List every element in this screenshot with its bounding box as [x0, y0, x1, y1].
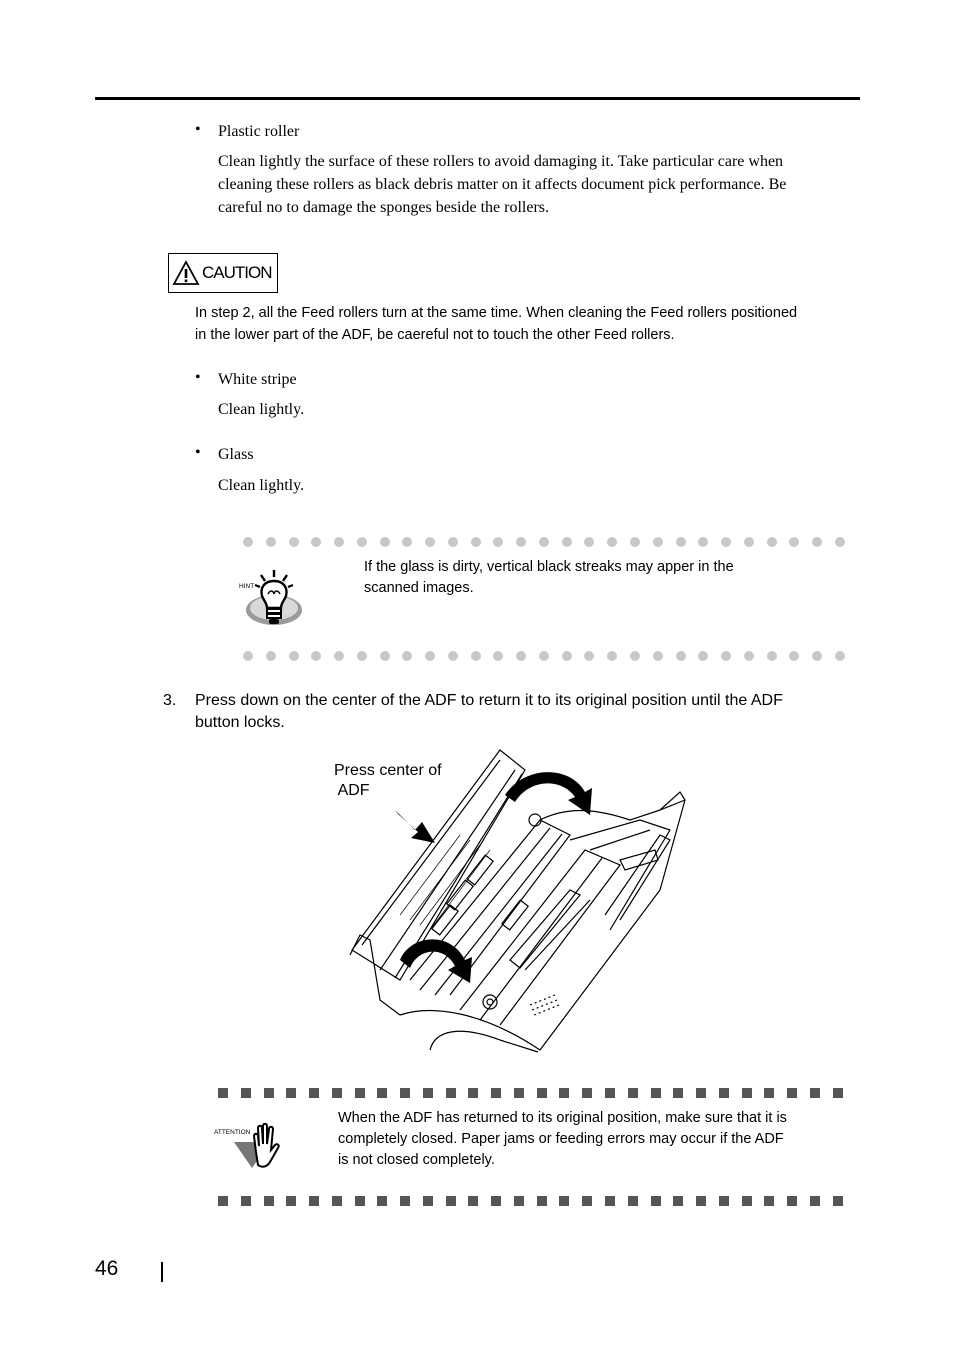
white-stripe-title: White stripe	[218, 371, 297, 388]
plastic-roller-line: careful no to damage the sponges beside the rollers.	[218, 199, 549, 216]
attention-bottom-divider	[218, 1196, 843, 1206]
hint-bottom-divider	[243, 651, 845, 661]
caution-label: CAUTION	[202, 263, 272, 282]
attention-hand-icon	[234, 1122, 290, 1172]
figure-callout-line: ADF	[334, 782, 370, 799]
bullet: •	[195, 369, 201, 386]
page-number: 46	[95, 1257, 119, 1280]
attention-text-line: When the ADF has returned to its original position, make sure that it is	[338, 1110, 787, 1126]
caution-text-line: in the lower part of the ADF, be caereful not to touch the other Feed rollers.	[195, 327, 675, 343]
plastic-roller-line: Clean lightly the surface of these rollers to avoid damaging it. Take particular care when	[218, 153, 784, 170]
white-stripe-text: Clean lightly.	[218, 401, 305, 418]
header-rule	[95, 97, 860, 100]
attention-label: ATTENTION	[214, 1129, 251, 1136]
bullet: •	[195, 444, 201, 461]
attention-text-line: is not closed completely.	[338, 1152, 495, 1168]
caution-box	[168, 253, 278, 293]
caution-text-line: In step 2, all the Feed rollers turn at the same time. When cleaning the Feed rollers positioned	[195, 305, 798, 321]
plastic-roller-line: cleaning these rollers as black debris matter on it affects document pick performance. Be	[218, 176, 787, 193]
figure-callout-line: Press center of	[334, 762, 442, 779]
attention-text-line: completely closed. Paper jams or feeding errors may occur if the ADF	[338, 1131, 784, 1147]
hint-text-line: If the glass is dirty, vertical black streaks may apper in the	[364, 559, 734, 575]
attention-top-divider	[218, 1088, 843, 1098]
step-text-line: Press down on the center of the ADF to return it to its original position until the ADF	[195, 692, 783, 709]
hint-text-line: scanned images.	[364, 580, 474, 596]
step-text-line: button locks.	[195, 714, 285, 731]
bullet: •	[195, 121, 201, 138]
glass-title: Glass	[218, 446, 254, 463]
attention-icon-group	[214, 1120, 294, 1172]
hint-label: HINT	[239, 583, 255, 590]
plastic-roller-title: Plastic roller	[218, 123, 300, 140]
hint-top-divider	[243, 537, 845, 547]
warning-triangle-icon	[172, 260, 200, 286]
glass-text: Clean lightly.	[218, 477, 305, 494]
step-number: 3.	[163, 692, 177, 709]
scanner-illustration	[340, 740, 700, 1060]
hint-icon-group	[238, 568, 308, 632]
page-number-divider	[161, 1262, 163, 1282]
hint-lightbulb-icon	[242, 568, 306, 630]
